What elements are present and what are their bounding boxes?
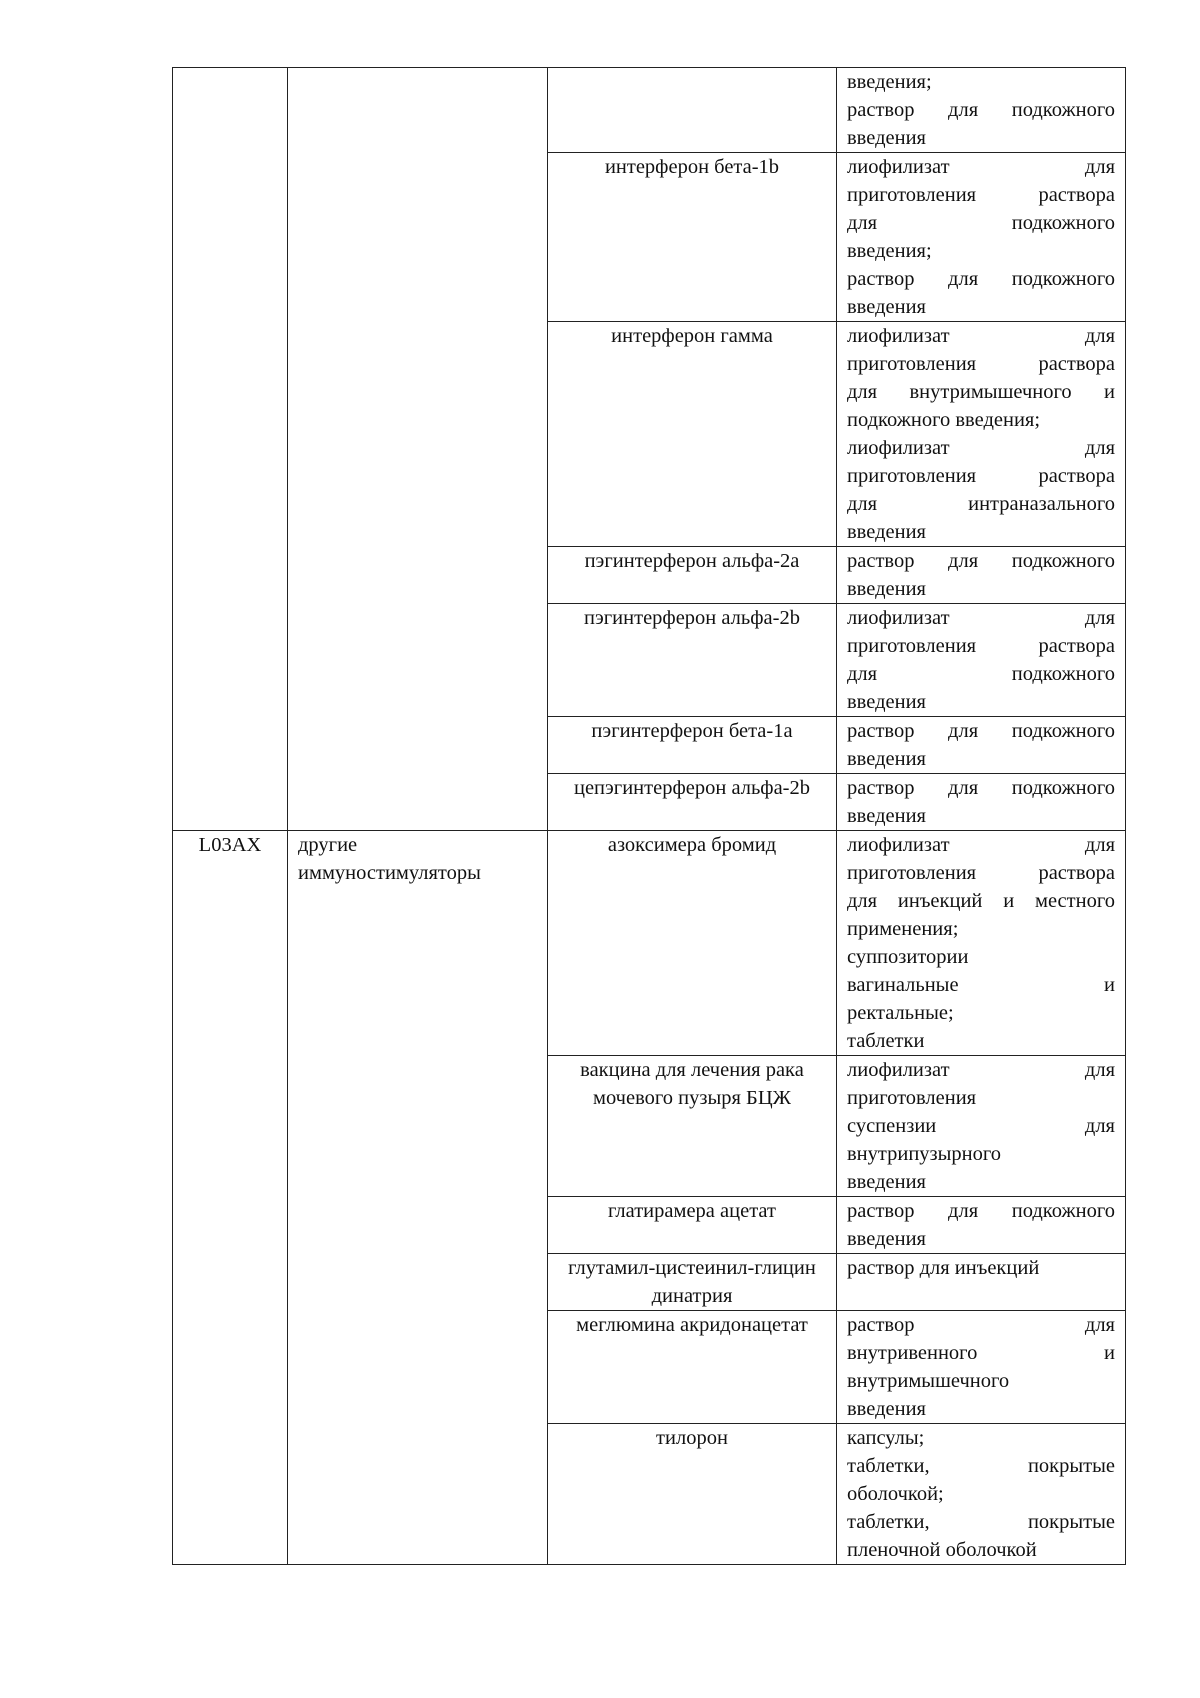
- dosage-form-line: введения;: [847, 240, 932, 262]
- drug-name-cell: глатирамера ацетат: [548, 1197, 837, 1254]
- dosage-form-line: введения: [847, 748, 926, 770]
- table-row: [173, 831, 1126, 1056]
- dosage-form-line: лиофилизат для: [847, 325, 1115, 347]
- dosage-form-line: внутрипузырного: [847, 1143, 1002, 1165]
- dosage-form-cell: [837, 1311, 1126, 1424]
- dosage-form-cell: [837, 774, 1126, 831]
- drug-table: [172, 67, 1126, 1565]
- table-row: [173, 68, 1126, 153]
- dosage-form-cell: [837, 153, 1126, 322]
- drug-table-body: [173, 68, 1126, 1565]
- dosage-form-line: лиофилизат для: [847, 437, 1115, 459]
- dosage-form-line: внутримышечного: [847, 1370, 1010, 1392]
- dosage-form-line: введения: [847, 691, 926, 713]
- dosage-form-line: приготовления раствора: [847, 353, 1115, 375]
- dosage-form-cell: [837, 1197, 1126, 1254]
- dosage-form-line: применения;: [847, 918, 959, 940]
- drug-group-cell: другие иммуностимуляторы: [288, 831, 548, 1565]
- dosage-form-cell: [837, 604, 1126, 717]
- drug-name-cell: интерферон бета-1b: [548, 153, 837, 322]
- drug-name-cell: глутамил-цистеинил-глицин динатрия: [548, 1254, 837, 1311]
- dosage-form-cell: [837, 547, 1126, 604]
- dosage-form-line: введения: [847, 1398, 926, 1420]
- dosage-form-line: приготовления раствора: [847, 862, 1115, 884]
- dosage-form-line: пленочной оболочкой: [847, 1539, 1037, 1561]
- drug-name-cell: меглюмина акридонацетат: [548, 1311, 837, 1424]
- dosage-form-line: раствор для: [847, 1314, 1115, 1336]
- drug-name-cell: цепэгинтерферон альфа-2b: [548, 774, 837, 831]
- drug-group-cell: [288, 68, 548, 831]
- dosage-form-line: ректальные;: [847, 1002, 954, 1024]
- dosage-form-cell: [837, 831, 1126, 1056]
- dosage-form-line: лиофилизат для: [847, 834, 1115, 856]
- dosage-form-line: внутривенного и: [847, 1342, 1115, 1364]
- dosage-form-line: лиофилизат для: [847, 1059, 1115, 1081]
- dosage-form-cell: [837, 717, 1126, 774]
- dosage-form-line: таблетки: [847, 1030, 925, 1052]
- drug-name-cell: пэгинтерферон бета-1a: [548, 717, 837, 774]
- dosage-form-line: лиофилизат для: [847, 607, 1115, 629]
- dosage-form-cell: [837, 322, 1126, 547]
- drug-name-cell: [548, 68, 837, 153]
- dosage-form-cell: [837, 1056, 1126, 1197]
- drug-name-cell: интерферон гамма: [548, 322, 837, 547]
- dosage-form-line: суппозитории: [847, 946, 969, 968]
- dosage-form-line: раствор для подкожного: [847, 268, 1115, 290]
- dosage-form-line: введения: [847, 1228, 926, 1250]
- dosage-form-line: суспензии для: [847, 1115, 1115, 1137]
- dosage-form-line: раствор для подкожного: [847, 720, 1115, 742]
- dosage-form-line: капсулы;: [847, 1427, 925, 1449]
- dosage-form-line: введения: [847, 1171, 926, 1193]
- dosage-form-line: раствор для подкожного: [847, 777, 1115, 799]
- dosage-form-line: оболочкой;: [847, 1483, 944, 1505]
- dosage-form-cell: [837, 1424, 1126, 1565]
- atc-code-cell: [173, 68, 288, 831]
- dosage-form-line: для подкожного: [847, 663, 1115, 685]
- dosage-form-line: приготовления раствора: [847, 465, 1115, 487]
- dosage-form-line: лиофилизат для: [847, 156, 1115, 178]
- drug-name-cell: пэгинтерферон альфа-2a: [548, 547, 837, 604]
- drug-name-cell: вакцина для лечения рака мочевого пузыря БЦЖ: [548, 1056, 837, 1197]
- dosage-form-line: таблетки, покрытые: [847, 1511, 1115, 1533]
- dosage-form-line: введения: [847, 296, 926, 318]
- dosage-form-line: введения: [847, 805, 926, 827]
- drug-name-cell: тилорон: [548, 1424, 837, 1565]
- dosage-form-line: раствор для подкожного: [847, 99, 1115, 121]
- dosage-form-line: раствор для подкожного: [847, 1200, 1115, 1222]
- dosage-form-line: для интраназального: [847, 493, 1115, 515]
- drug-name-cell: пэгинтерферон альфа-2b: [548, 604, 837, 717]
- dosage-form-cell: [837, 68, 1126, 153]
- dosage-form-line: введения: [847, 578, 926, 600]
- dosage-form-line: таблетки, покрытые: [847, 1455, 1115, 1477]
- dosage-form-line: введения: [847, 521, 926, 543]
- dosage-form-line: приготовления раствора: [847, 184, 1115, 206]
- dosage-form-line: для инъекций и местного: [847, 890, 1115, 912]
- drug-name-cell: азоксимера бромид: [548, 831, 837, 1056]
- dosage-form-line: приготовления: [847, 1087, 977, 1109]
- dosage-form-cell: [837, 1254, 1126, 1311]
- dosage-form-line: подкожного введения;: [847, 409, 1041, 431]
- dosage-form-line: раствор для подкожного: [847, 550, 1115, 572]
- dosage-form-line: раствор для инъекций: [847, 1257, 1040, 1279]
- atc-code-cell: L03AX: [173, 831, 288, 1565]
- dosage-form-line: вагинальные и: [847, 974, 1115, 996]
- dosage-form-line: приготовления раствора: [847, 635, 1115, 657]
- dosage-form-line: введения: [847, 127, 926, 149]
- dosage-form-line: введения;: [847, 71, 932, 93]
- dosage-form-line: для внутримышечного и: [847, 381, 1115, 403]
- dosage-form-line: для подкожного: [847, 212, 1115, 234]
